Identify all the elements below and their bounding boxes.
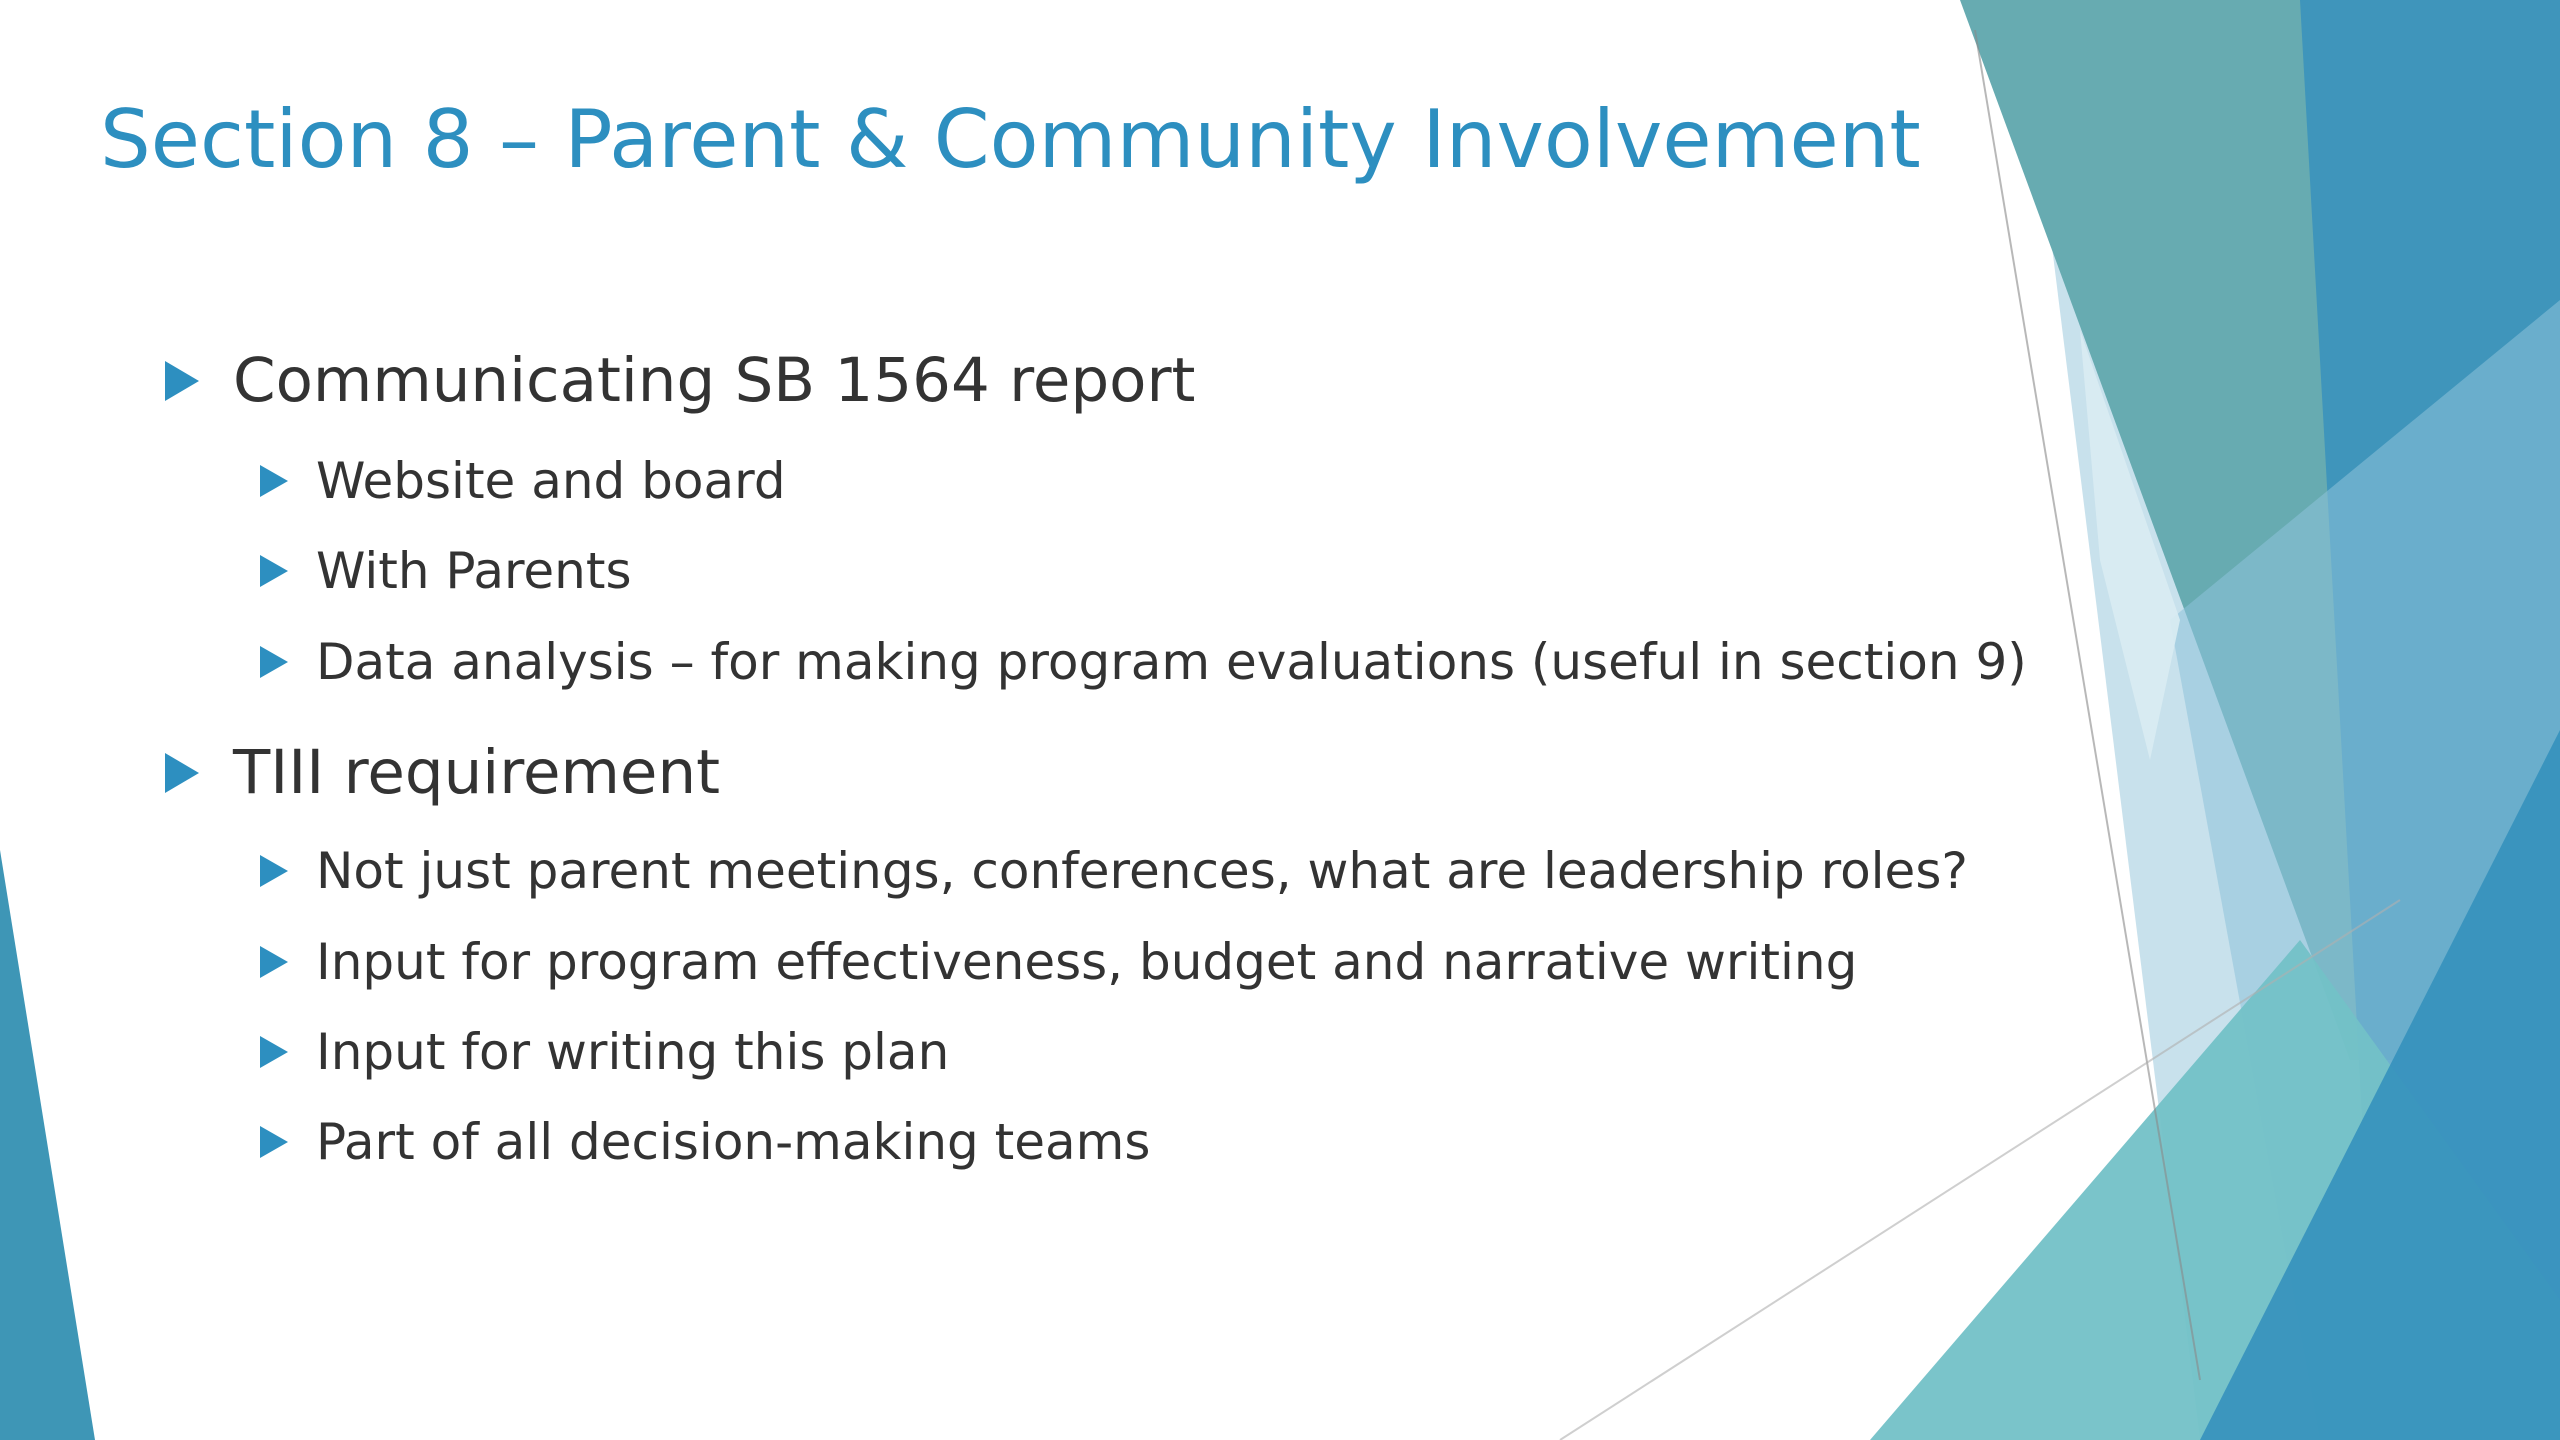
sub-bullet-program-effectiveness: [260, 933, 1857, 991]
bullet-communicating-report: [165, 345, 1195, 416]
triangle-right-icon: [260, 1036, 288, 1068]
bullet-tiii-requirement: [165, 737, 720, 808]
sub-bullet-text: Input for writing this plan: [316, 1023, 950, 1081]
sub-bullet-with-parents: [260, 542, 632, 600]
sub-bullet-text: Part of all decision-making teams: [316, 1113, 1151, 1171]
bullet-text: TIII requirement: [233, 737, 721, 808]
triangle-right-icon: [165, 361, 199, 401]
sub-bullet-text: Website and board: [316, 452, 786, 510]
sub-bullet-text: Data analysis – for making program evaluations (useful in section 9): [316, 633, 2027, 691]
triangle-right-icon: [260, 646, 288, 678]
triangle-right-icon: [260, 1126, 288, 1158]
sub-bullet-text: With Parents: [316, 542, 632, 600]
slide-title: Section 8 – Parent & Community Involvement: [100, 93, 1921, 186]
sub-bullet-data-analysis: [260, 633, 2027, 691]
bullet-text: Communicating SB 1564 report: [233, 345, 1196, 416]
sub-bullet-leadership-roles: [260, 842, 1968, 900]
sub-bullet-decision-teams: [260, 1113, 1150, 1171]
sub-bullet-text: Input for program effectiveness, budget and narrative writing: [316, 933, 1858, 991]
triangle-right-icon: [165, 753, 199, 793]
sub-bullet-website-board: [260, 452, 786, 510]
triangle-right-icon: [260, 465, 288, 497]
triangle-right-icon: [260, 855, 288, 887]
triangle-right-icon: [260, 946, 288, 978]
left-edge-shape: [0, 850, 95, 1440]
triangle-right-icon: [260, 555, 288, 587]
sub-bullet-writing-plan: [260, 1023, 949, 1081]
sub-bullet-text: Not just parent meetings, conferences, what are leadership roles?: [316, 842, 1968, 900]
